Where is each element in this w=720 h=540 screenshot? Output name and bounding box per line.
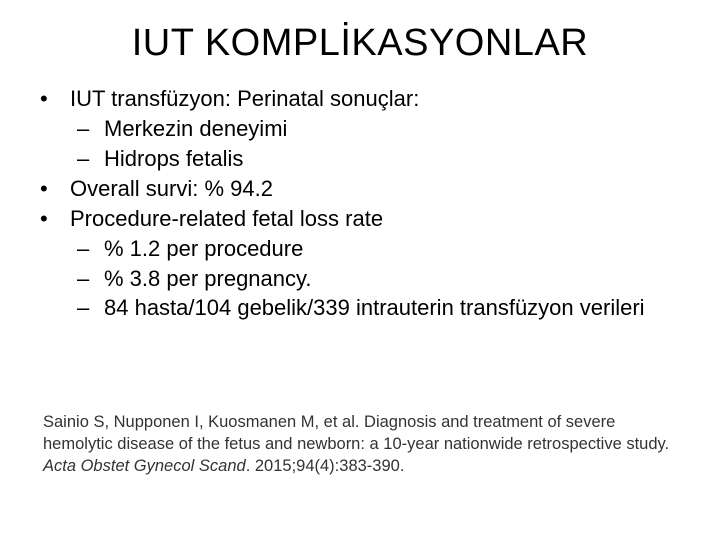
- sub-list: [40, 234, 690, 322]
- sub-marker: –: [77, 146, 90, 171]
- sub-text: % 1.2 per procedure: [104, 236, 304, 261]
- bullet-item: [40, 204, 690, 234]
- slide-title: IUT KOMPLİKASYONLAR: [131, 22, 589, 64]
- sub-text: % 3.8 per pregnancy.: [104, 266, 312, 291]
- sub-marker: –: [77, 295, 90, 320]
- bullet-marker: •: [40, 176, 48, 201]
- sub-list-container: [40, 114, 690, 174]
- sub-item: [40, 264, 690, 294]
- bullet-item: [40, 84, 690, 114]
- bullet-item: [40, 174, 690, 204]
- sub-item: [40, 234, 690, 264]
- bullet-list: [40, 84, 690, 322]
- reference-authors-title: Sainio S, Nupponen I, Kuosmanen M, et al. Diagnosis and treatment of severe hemolytic disease of the fetus and newborn: a 10-year nationwide retrospective study.: [43, 413, 670, 453]
- bullet-text: Overall survi: % 94.2: [70, 176, 273, 201]
- sub-marker: –: [77, 116, 90, 141]
- bullet-text: Procedure-related fetal loss rate: [70, 206, 384, 231]
- bullet-marker: •: [40, 206, 48, 231]
- sub-text: Hidrops fetalis: [104, 146, 244, 171]
- sub-item: [40, 114, 690, 144]
- sub-item: [40, 144, 690, 174]
- bullet-marker: •: [40, 86, 48, 111]
- bullet-text: IUT transfüzyon: Perinatal sonuçlar:: [70, 86, 420, 111]
- reference-citation: [43, 411, 683, 477]
- sub-list-container: [40, 234, 690, 322]
- sub-marker: –: [77, 266, 90, 291]
- sub-text: Merkezin deneyimi: [104, 116, 288, 141]
- sub-list: [40, 114, 690, 174]
- sub-marker: –: [77, 236, 90, 261]
- reference-volume: . 2015;94(4):383-390.: [245, 457, 405, 475]
- sub-text: 84 hasta/104 gebelik/339 intrauterin transfüzyon verileri: [104, 295, 645, 320]
- reference-journal: Acta Obstet Gynecol Scand: [43, 457, 246, 475]
- sub-item: [40, 294, 690, 322]
